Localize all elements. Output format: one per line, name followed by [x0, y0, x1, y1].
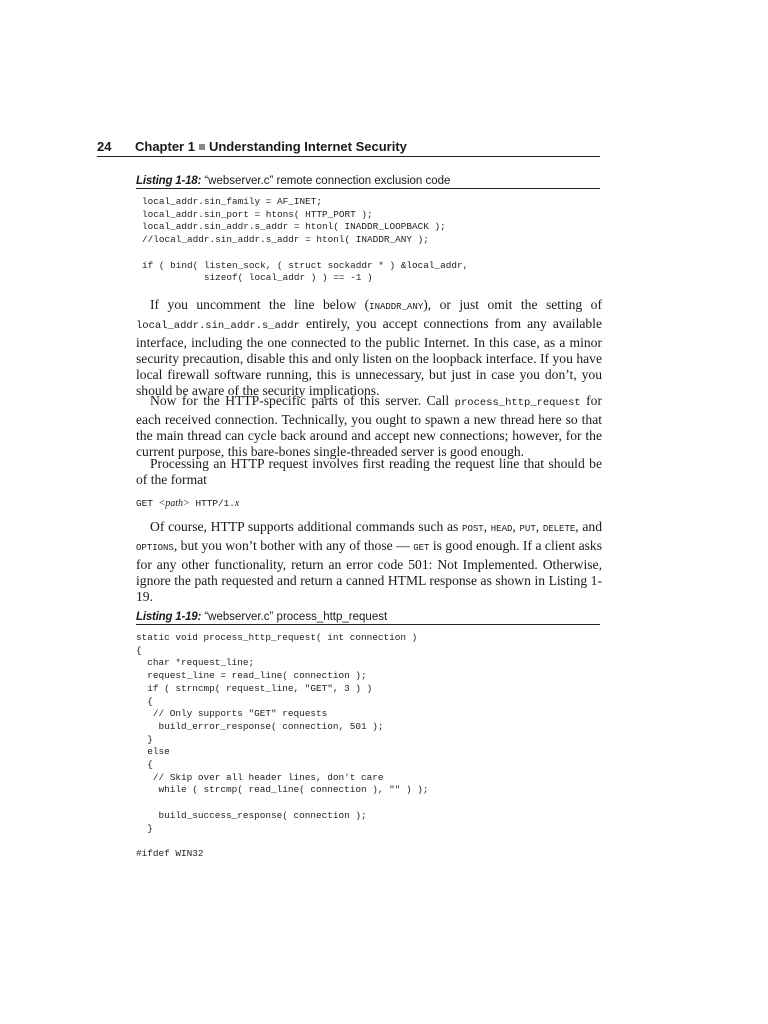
- listing-1-19-code: static void process_http_request( int connection ) { char *request_line; request_line = read_line( connection ); if ( strncmp( request_line, "GET", 3 ) ) { // Only supports "GET" requests build_error_response( connection, 501 ); } else { // Skip over all header lines, don't care while ( strcmp( read_line( connection ), "" ) ); build_success_response( connection ); } #ifdef WIN32: [136, 632, 429, 859]
- listing-1-18-caption: [136, 175, 600, 189]
- listing-1-18-code: local_addr.sin_family = AF_INET; local_addr.sin_port = htons( HTTP_PORT ); local_addr.sin_addr.s_addr = htonl( INADDR_LOOPBACK ); //local_addr.sin_addr.s_addr = htonl( INADDR_ANY ); if ( bind( listen_sock, ( struct sockaddr * ) &local_addr, sizeof( local_addr ) ) == -1 ): [142, 196, 469, 284]
- paragraph-4: Of course, HTTP supports additional commands such as POST, HEAD, PUT, DELETE, and OPTIONS, but you won’t bother with any of those — GET is good enough. If a client asks for any other functionality, return an error code 501: Not Implemented. Otherwise, ignore the path requested and return a canned HTML response as shown in Listing 1-19.: [136, 519, 603, 604]
- chapter-label: Chapter 1: [135, 139, 195, 154]
- paragraph-1: If you uncomment the line below (INADDR_ANY), or just omit the setting of local_addr.sin_addr.s_addr entirely, you accept connections from any available interface, including the one connected to the public Internet. In this case, as a minor security precaution, disable this and only listen on the loopback interface. If you have local firewall software running, this is unnecessary, but just in case you don’t, you should be aware of the security implications.: [136, 297, 602, 398]
- paragraph-3: Processing an HTTP request involves first reading the request line that should be of the format: [136, 456, 602, 487]
- running-header: [97, 139, 600, 157]
- listing-label: Listing 1-19:: [136, 611, 202, 623]
- paragraph-2: Now for the HTTP-specific parts of this server. Call process_http_request for each received connection. Technically, you ought to spawn a new thread here so that the main thread can cycle back around and accept new connections; however, for the current purpose, this bare-bones single-threaded server is good enough.: [136, 393, 603, 459]
- separator-square-icon: [199, 144, 205, 150]
- listing-caption-text: “webserver.c” remote connection exclusion code: [204, 175, 451, 187]
- request-line-format: GET <path> HTTP/1.x: [136, 498, 240, 509]
- chapter-title: Understanding Internet Security: [208, 139, 407, 154]
- listing-1-19-caption: [136, 611, 600, 625]
- listing-label: Listing 1-18:: [136, 175, 202, 187]
- listing-caption-text: “webserver.c” process_http_request: [204, 611, 388, 623]
- page-number: 24: [97, 139, 112, 154]
